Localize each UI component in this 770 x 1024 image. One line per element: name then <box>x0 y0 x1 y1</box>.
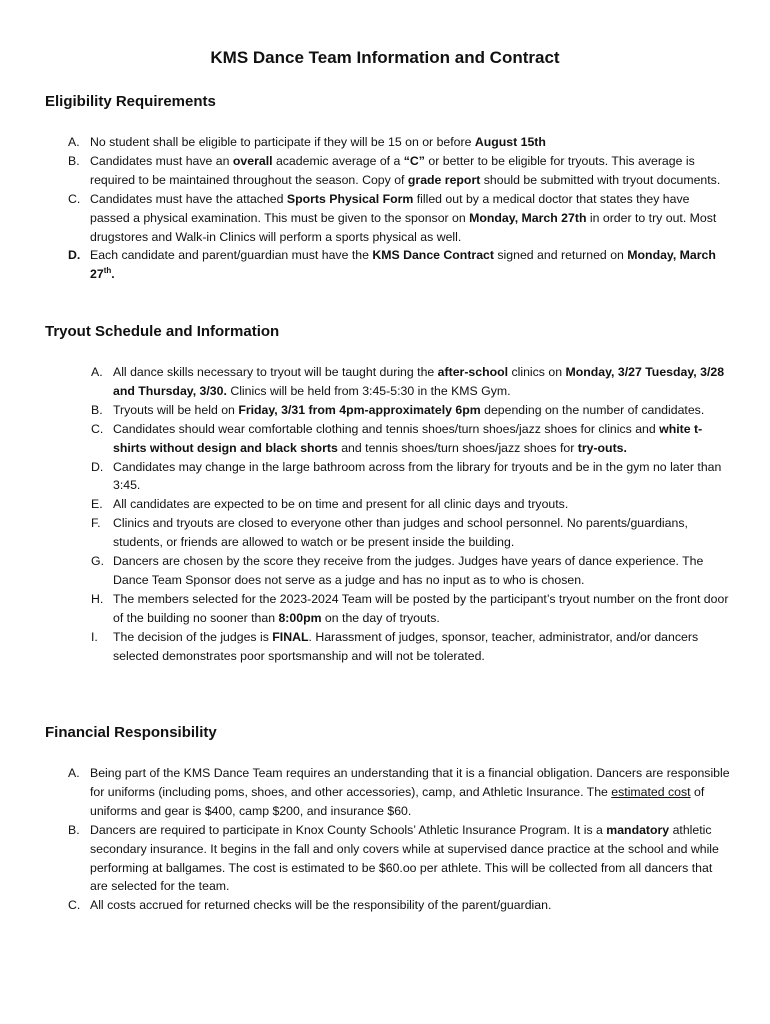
list-item: D. Candidates may change in the large bathroom across from the library for tryouts and be in the gym no later than 3:45. <box>91 459 722 493</box>
list-item: I. The decision of the judges is FINAL. Harassment of judges, sponsor, teacher, administrator, and/or dancers selected demonstrates poor sportsmanship and will not be tolerated. <box>91 629 699 663</box>
list-marker: F. <box>91 516 101 531</box>
list-item: E. All candidates are expected to be on time and present for all clinic days and tryouts. <box>91 495 731 514</box>
list-marker: D. <box>91 459 104 474</box>
list-marker: B. <box>68 822 80 837</box>
document-title: KMS Dance Team Information and Contract <box>210 48 560 67</box>
list-marker: B. <box>68 153 80 168</box>
list-marker: A. <box>91 365 103 379</box>
list-item: C. Candidates should wear comfortable clothing and tennis shoes/turn shoes/jazz shoes for clinics and white t-shirts without design and black shorts and tennis shoes/turn shoes/jazz shoes for try-outs. <box>91 421 703 455</box>
financial-heading: Financial Responsibility <box>45 724 217 741</box>
list-marker: I. <box>91 629 98 644</box>
list-marker: D. <box>68 248 81 263</box>
list-item: B. Candidates must have an overall academic average of a “C” or better to be eligible for tryouts. This average is required to be maintained throughout the season. Copy of grade report should be submitted with tryout documents. <box>68 153 721 187</box>
list-item: A. All dance skills necessary to tryout will be taught during the after-school clinics on Monday, 3/27 Tuesday, 3/28 and Thursday, 3/30. Clinics will be held from 3:45-5:30 in the KMS Gym. <box>91 365 725 398</box>
list-item: H. The members selected for the 2023-2024 Team will be posted by the participant’s tryout number on the front door of the building no sooner than 8:00pm on the day of tryouts. <box>91 591 729 625</box>
eligibility-heading: Eligibility Requirements <box>45 93 216 110</box>
tryout-list <box>91 363 731 666</box>
eligibility-list <box>68 133 728 284</box>
list-item: D. Each candidate and parent/guardian must have the KMS Dance Contract signed and returned on Monday, March 27th. <box>68 248 716 282</box>
list-marker: E. <box>91 497 103 512</box>
list-marker: H. <box>91 591 104 606</box>
list-item: C. Candidates must have the attached Sports Physical Form filled out by a medical doctor that states they have passed a physical examination. This must be given to the sponsor on Monday, March 27th in order to try out. Most drugstores and Walk-in Clinics will perform a sports physical as well. <box>68 191 717 244</box>
list-marker: C. <box>91 421 104 436</box>
list-item: B. Tryouts will be held on Friday, 3/31 from 4pm-approximately 6pm depending on the number of candidates. <box>91 401 731 420</box>
financial-list <box>68 764 730 915</box>
list-item: A. No student shall be eligible to participate if they will be 15 on or before August 15th <box>68 133 728 152</box>
list-marker: C. <box>68 191 81 206</box>
list-marker: A. <box>68 766 80 780</box>
list-marker: G. <box>91 554 104 569</box>
list-item: F. Clinics and tryouts are closed to everyone other than judges and school personnel. No parents/guardians, students, or friends are allowed to watch or be present inside the building. <box>91 516 688 550</box>
tryout-heading: Tryout Schedule and Information <box>45 323 280 340</box>
list-marker: A. <box>68 135 80 149</box>
list-item: B. Dancers are required to participate in Knox County Schools’ Athletic Insurance Program. It is a mandatory athletic secondary insurance. It begins in the fall and only covers while at supervised dance practice at the school and while performing at ballgames. The cost is estimated to be $60.oo per athlete. This will be collected from all dancers that are selected for the team. <box>68 822 719 894</box>
list-item: A. Being part of the KMS Dance Team requires an understanding that it is a financial obligation. Dancers are responsible for uniforms (including poms, shoes, and other accessories), camp, and Athletic Insurance. The estimated cost of uniforms and gear is $400, camp $200, and insurance $60. <box>68 766 730 818</box>
list-marker: C. <box>68 898 81 913</box>
list-marker: B. <box>91 402 103 417</box>
list-item: G. Dancers are chosen by the score they receive from the judges. Judges have years of dance experience. The Dance Team Sponsor does not serve as a judge and has no input as to who is chosen. <box>91 554 704 587</box>
list-item: C. All costs accrued for returned checks will be the responsibility of the parent/guardian. <box>68 896 730 915</box>
